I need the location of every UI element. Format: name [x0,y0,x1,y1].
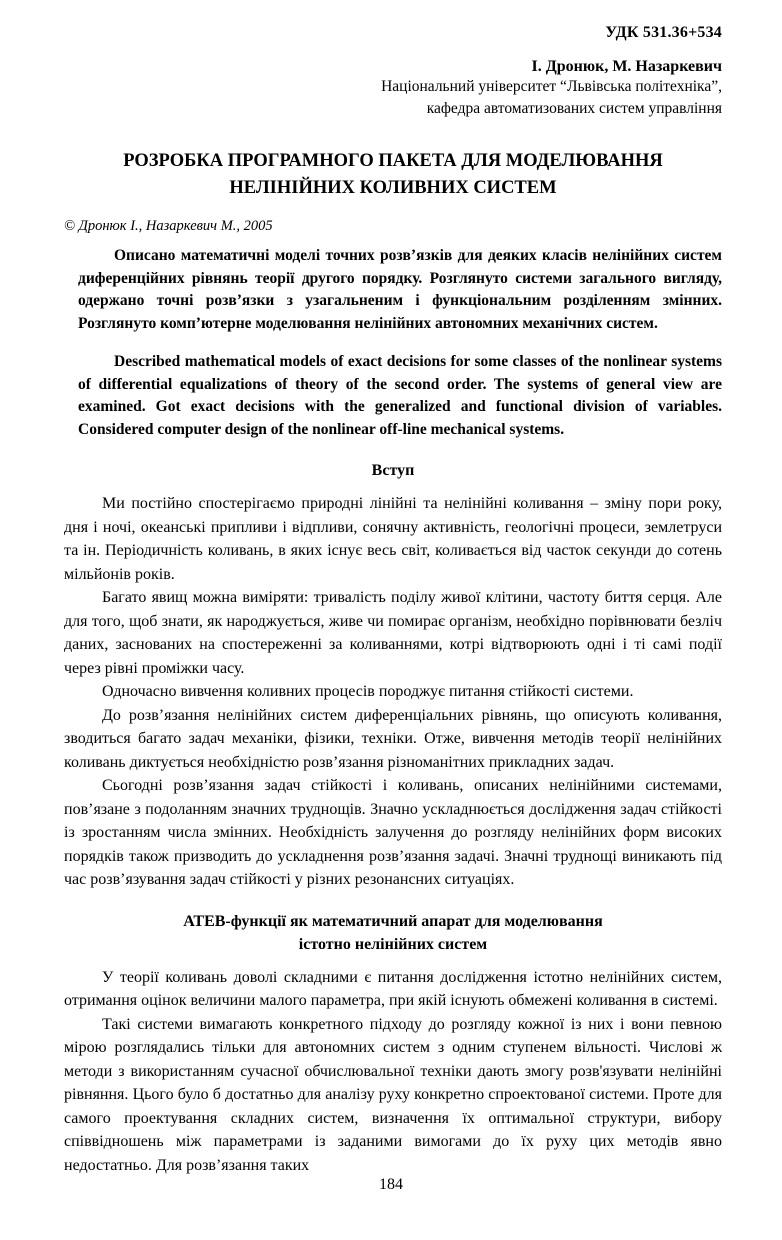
intro-paragraph-3: Одночасно вивчення коливних процесів породжує питання стійкості системи. [102,683,634,700]
udc-code: УДК 531.36+534 [605,24,722,41]
section-heading-atev-line-1: АТЕВ-функції як математичний апарат для моделювання [183,912,603,930]
section-heading-atev-line-2: істотно нелінійних систем [298,935,488,953]
intro-paragraph-1: Ми постійно спостерігаємо природні лінійні та нелінійні коливання – зміну пори року, дня і ночі, океанські припливи і відпливи, сонячну активність, геологічні процеси, землетруси та ін. Періодичність коливань, в яких існує весь світ, коливається від часток секунди до сотень мільйонів років. [64,495,722,583]
atev-paragraph-2: Такі системи вимагають конкретного підходу до розгляду кожної із них і вони певною мірою розглядались тільки для автономних систем з одним ступенем вільності. Числові ж методи з використанням сучасної обчислювальної техніки дають змогу розв'язувати нелінійні рівняння. Цього було б достатньо для аналізу руху конкретно спроектованої системи. Проте для самого проектування складних систем, визначення їх оптимальної структури, вибору співвідношень між параметрами із заданими вимогами до їх руху цих методів явно недостатньо. Для розв’язання таких [64,1015,722,1174]
abstract-english: Described mathematical models of exact decisions for some classes of the nonlinear systems of differential equalizations of theory of the second order. The systems of general view are examined. Got exact decisions with the generalized and functional division of variables. Considered computer design of the nonlinear off-line mechanical systems. [78,353,722,438]
intro-paragraph-2: Багато явищ можна виміряти: тривалість поділу живої клітини, частоту биття серця. Але для того, щоб знати, як народжується, живе чи помирає організм, необхідно порівнювати безліч даних, заснованих на спостереженні за коливаннями, котрі відтворюють одні і ті самі події через рівні проміжки часу. [64,589,722,677]
copyright-line: © Дронюк І., Назаркевич М., 2005 [64,218,273,234]
intro-paragraph-4: До розв’язання нелінійних систем диференціальних рівнянь, що описують коливання, зводиться багато задач механіки, фізики, техніки. Отже, вивчення методів теорії нелінійних коливань диктується необхідністю розв’язання різноманітних прикладних задач. [64,706,722,771]
intro-paragraph-5: Сьогодні розв’язання задач стійкості і коливань, описаних нелінійними системами, пов’язане з подоланням значних труднощів. Значно ускладнюється дослідження задач стійкості із зростанням числа змінних. Необхідність залучення до розгляду нелінійних форм високих порядків також призводить до ускладнення розв’язання задачі. Значні труднощі виникають під час розв’язування задач стійкості у різних резонансних ситуаціях. [64,777,722,888]
section-heading-atev [64,910,722,956]
abstract-ukrainian: Описано математичні моделі точних розв’язків для деяких класів нелінійних систем диференційних рівнянь теорії другого порядку. Розглянуто системи загального вигляду, одержано точні розв’язки з узагальненим і функціональним розділенням змінних. Розглянуто комп’ютерне моделювання нелінійних автономних механічних систем. [78,247,722,332]
affiliation-line-2: кафедра автоматизованих систем управління [426,100,722,117]
page-number: 184 [379,1176,403,1193]
paper-title-line-1: РОЗРОБКА ПРОГРАМНОГО ПАКЕТА ДЛЯ МОДЕЛЮВАННЯ [123,151,663,171]
affiliation-line-1: Національний університет “Львівська політехніка”, [381,78,722,95]
authors-line: І. Дронюк, М. Назаркевич [531,58,722,75]
paper-title [64,148,722,202]
section-heading-intro: Вступ [371,462,415,479]
paper-title-line-2: НЕЛІНІЙНИХ КОЛИВНИХ СИСТЕМ [229,178,557,198]
atev-paragraph-1: У теорії коливань доволі складними є питання дослідження істотно нелінійних систем, отримання оцінок величини малого параметра, при якій існують обмежені коливання в системі. [64,968,722,1009]
